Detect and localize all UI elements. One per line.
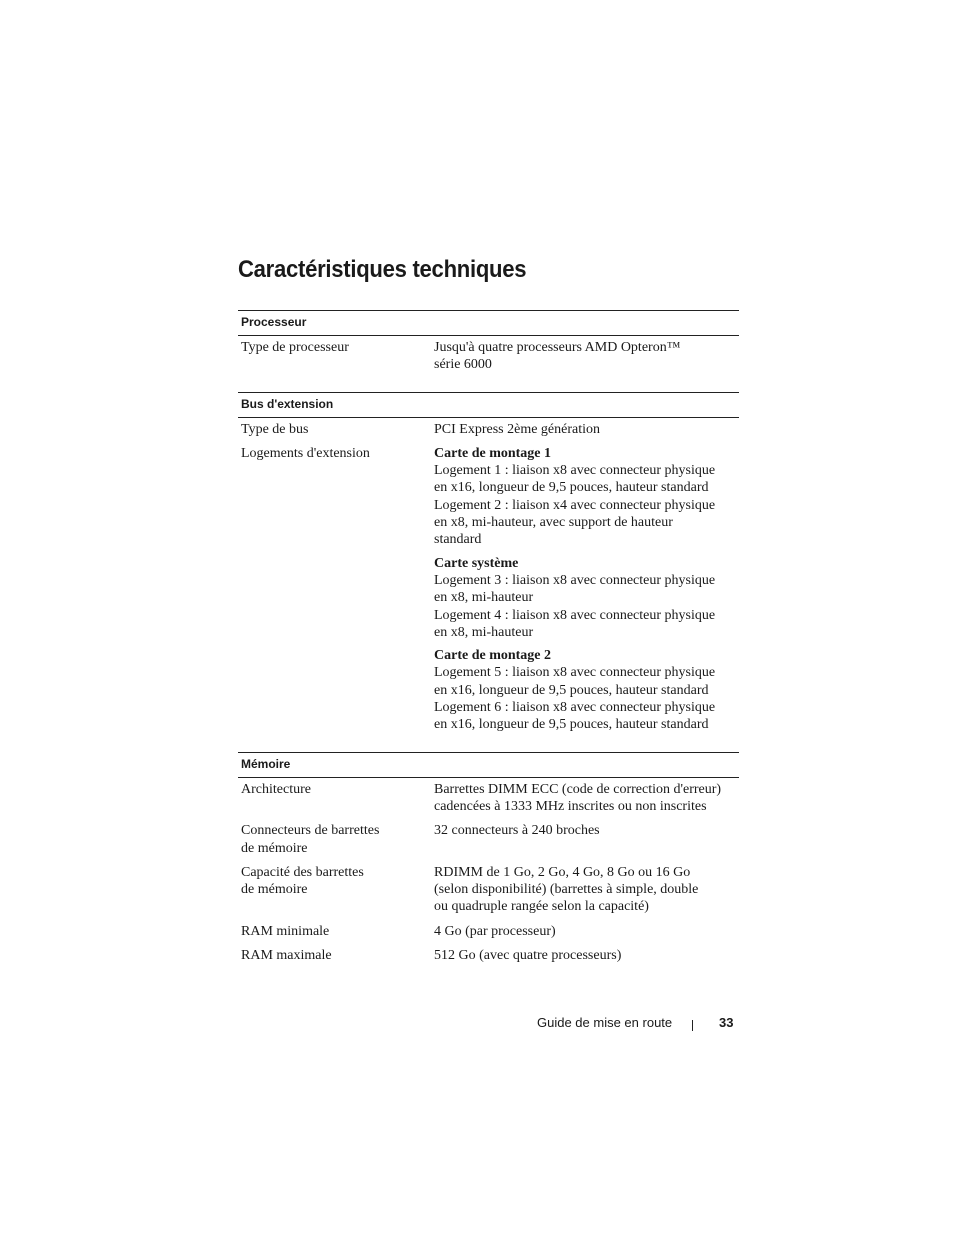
spec-value-line: PCI Express 2ème génération xyxy=(434,421,601,437)
spec-row-memory-connectors xyxy=(238,822,739,857)
spec-row-ram-min xyxy=(238,923,739,940)
spec-value-line: 512 Go (avec quatre processeurs) xyxy=(434,948,622,964)
spec-value-line: en x8, mi-hauteur, avec support de hauteur xyxy=(434,515,673,531)
spec-label-line: Architecture xyxy=(241,781,311,797)
spec-value-line: en x16, longueur de 9,5 pouces, hauteur standard xyxy=(434,480,709,496)
spec-label xyxy=(238,864,431,916)
spec-value-line: Barrettes DIMM ECC (code de correction d'erreur) xyxy=(434,781,722,797)
spec-row-bus-type xyxy=(238,421,739,438)
slot-group-riser-1 xyxy=(434,445,739,549)
section-memoire xyxy=(238,752,739,965)
spec-value xyxy=(431,339,739,374)
spec-value-line: Logement 6 : liaison x8 avec connecteur physique xyxy=(434,700,716,716)
spec-value-line: Logement 3 : liaison x8 avec connecteur physique xyxy=(434,572,716,588)
spec-value xyxy=(431,947,739,964)
spec-row-ram-max xyxy=(238,947,739,964)
slot-group-system-board xyxy=(434,555,739,641)
spec-value-line: (selon disponibilité) (barrettes à simple, double xyxy=(434,882,699,898)
spec-value xyxy=(431,421,739,438)
spec-value-line: Logement 5 : liaison x8 avec connecteur physique xyxy=(434,665,716,681)
section-header-memoire: Mémoire xyxy=(238,753,739,778)
slot-group-title: Carte système xyxy=(434,555,519,571)
footer-separator xyxy=(692,1020,693,1031)
spec-value-line: Logement 2 : liaison x4 avec connecteur physique xyxy=(434,497,716,513)
spec-label xyxy=(238,339,431,374)
spec-row-processor-type xyxy=(238,339,739,374)
slot-group-riser-2 xyxy=(434,647,739,733)
spec-label-line: de mémoire xyxy=(241,840,308,856)
spec-label-line: Capacité des barrettes xyxy=(241,864,364,880)
section-processeur xyxy=(238,310,739,392)
spec-label-line: Type de processeur xyxy=(241,340,349,355)
spec-value-line: en x8, mi-hauteur xyxy=(434,624,534,640)
spec-value xyxy=(431,781,739,816)
spec-row-architecture xyxy=(238,781,739,816)
spec-value-line: Logement 1 : liaison x8 avec connecteur physique xyxy=(434,463,716,479)
spec-value-line: ou quadruple rangée selon la capacité) xyxy=(434,899,649,915)
spec-label-line: Type de bus xyxy=(241,421,309,437)
spec-label-line: Connecteurs de barrettes xyxy=(241,823,380,839)
section-header-bus: Bus d'extension xyxy=(238,393,739,418)
spec-value-line: en x8, mi-hauteur xyxy=(434,590,534,606)
spec-label-line: de mémoire xyxy=(241,882,308,898)
spec-label xyxy=(238,421,431,438)
spec-row-expansion-slots xyxy=(238,445,739,734)
spec-value-line: 32 connecteurs à 240 broches xyxy=(434,823,600,839)
spec-value-line: Logement 4 : liaison x8 avec connecteur physique xyxy=(434,607,716,623)
spec-value xyxy=(431,864,739,916)
slot-group-title: Carte de montage 2 xyxy=(434,648,552,664)
section-bus xyxy=(238,392,739,752)
slot-group-title: Carte de montage 1 xyxy=(434,445,552,461)
spec-value-line: en x16, longueur de 9,5 pouces, hauteur standard xyxy=(434,717,709,733)
spec-label-line: Logements d'extension xyxy=(241,445,370,461)
spec-label xyxy=(238,947,431,964)
section-header-processeur: Processeur xyxy=(238,311,739,336)
page-number: 33 xyxy=(719,1015,734,1030)
spec-table xyxy=(238,310,739,964)
spec-value-line: série 6000 xyxy=(434,357,492,373)
spec-value xyxy=(431,445,739,734)
spec-label-line: RAM minimale xyxy=(241,923,330,939)
spec-label xyxy=(238,445,431,734)
page-title: Caractéristiques techniques xyxy=(238,256,527,283)
spec-value-line: Jusqu'à quatre processeurs AMD Opteron™ xyxy=(434,340,681,355)
spec-value-line: standard xyxy=(434,532,482,548)
spec-value-line: 4 Go (par processeur) xyxy=(434,923,556,939)
footer-guide-title: Guide de mise en route xyxy=(537,1015,673,1030)
spec-label xyxy=(238,822,431,857)
spec-value-line: cadencées à 1333 MHz inscrites ou non inscrites xyxy=(434,798,707,814)
spec-value-line: en x16, longueur de 9,5 pouces, hauteur standard xyxy=(434,682,709,698)
spec-value xyxy=(431,923,739,940)
spec-label xyxy=(238,923,431,940)
spec-label xyxy=(238,781,431,816)
spec-value xyxy=(431,822,739,857)
spec-row-memory-capacity xyxy=(238,864,739,916)
spec-value-line: RDIMM de 1 Go, 2 Go, 4 Go, 8 Go ou 16 Go xyxy=(434,864,691,880)
spec-label-line: RAM maximale xyxy=(241,948,332,964)
